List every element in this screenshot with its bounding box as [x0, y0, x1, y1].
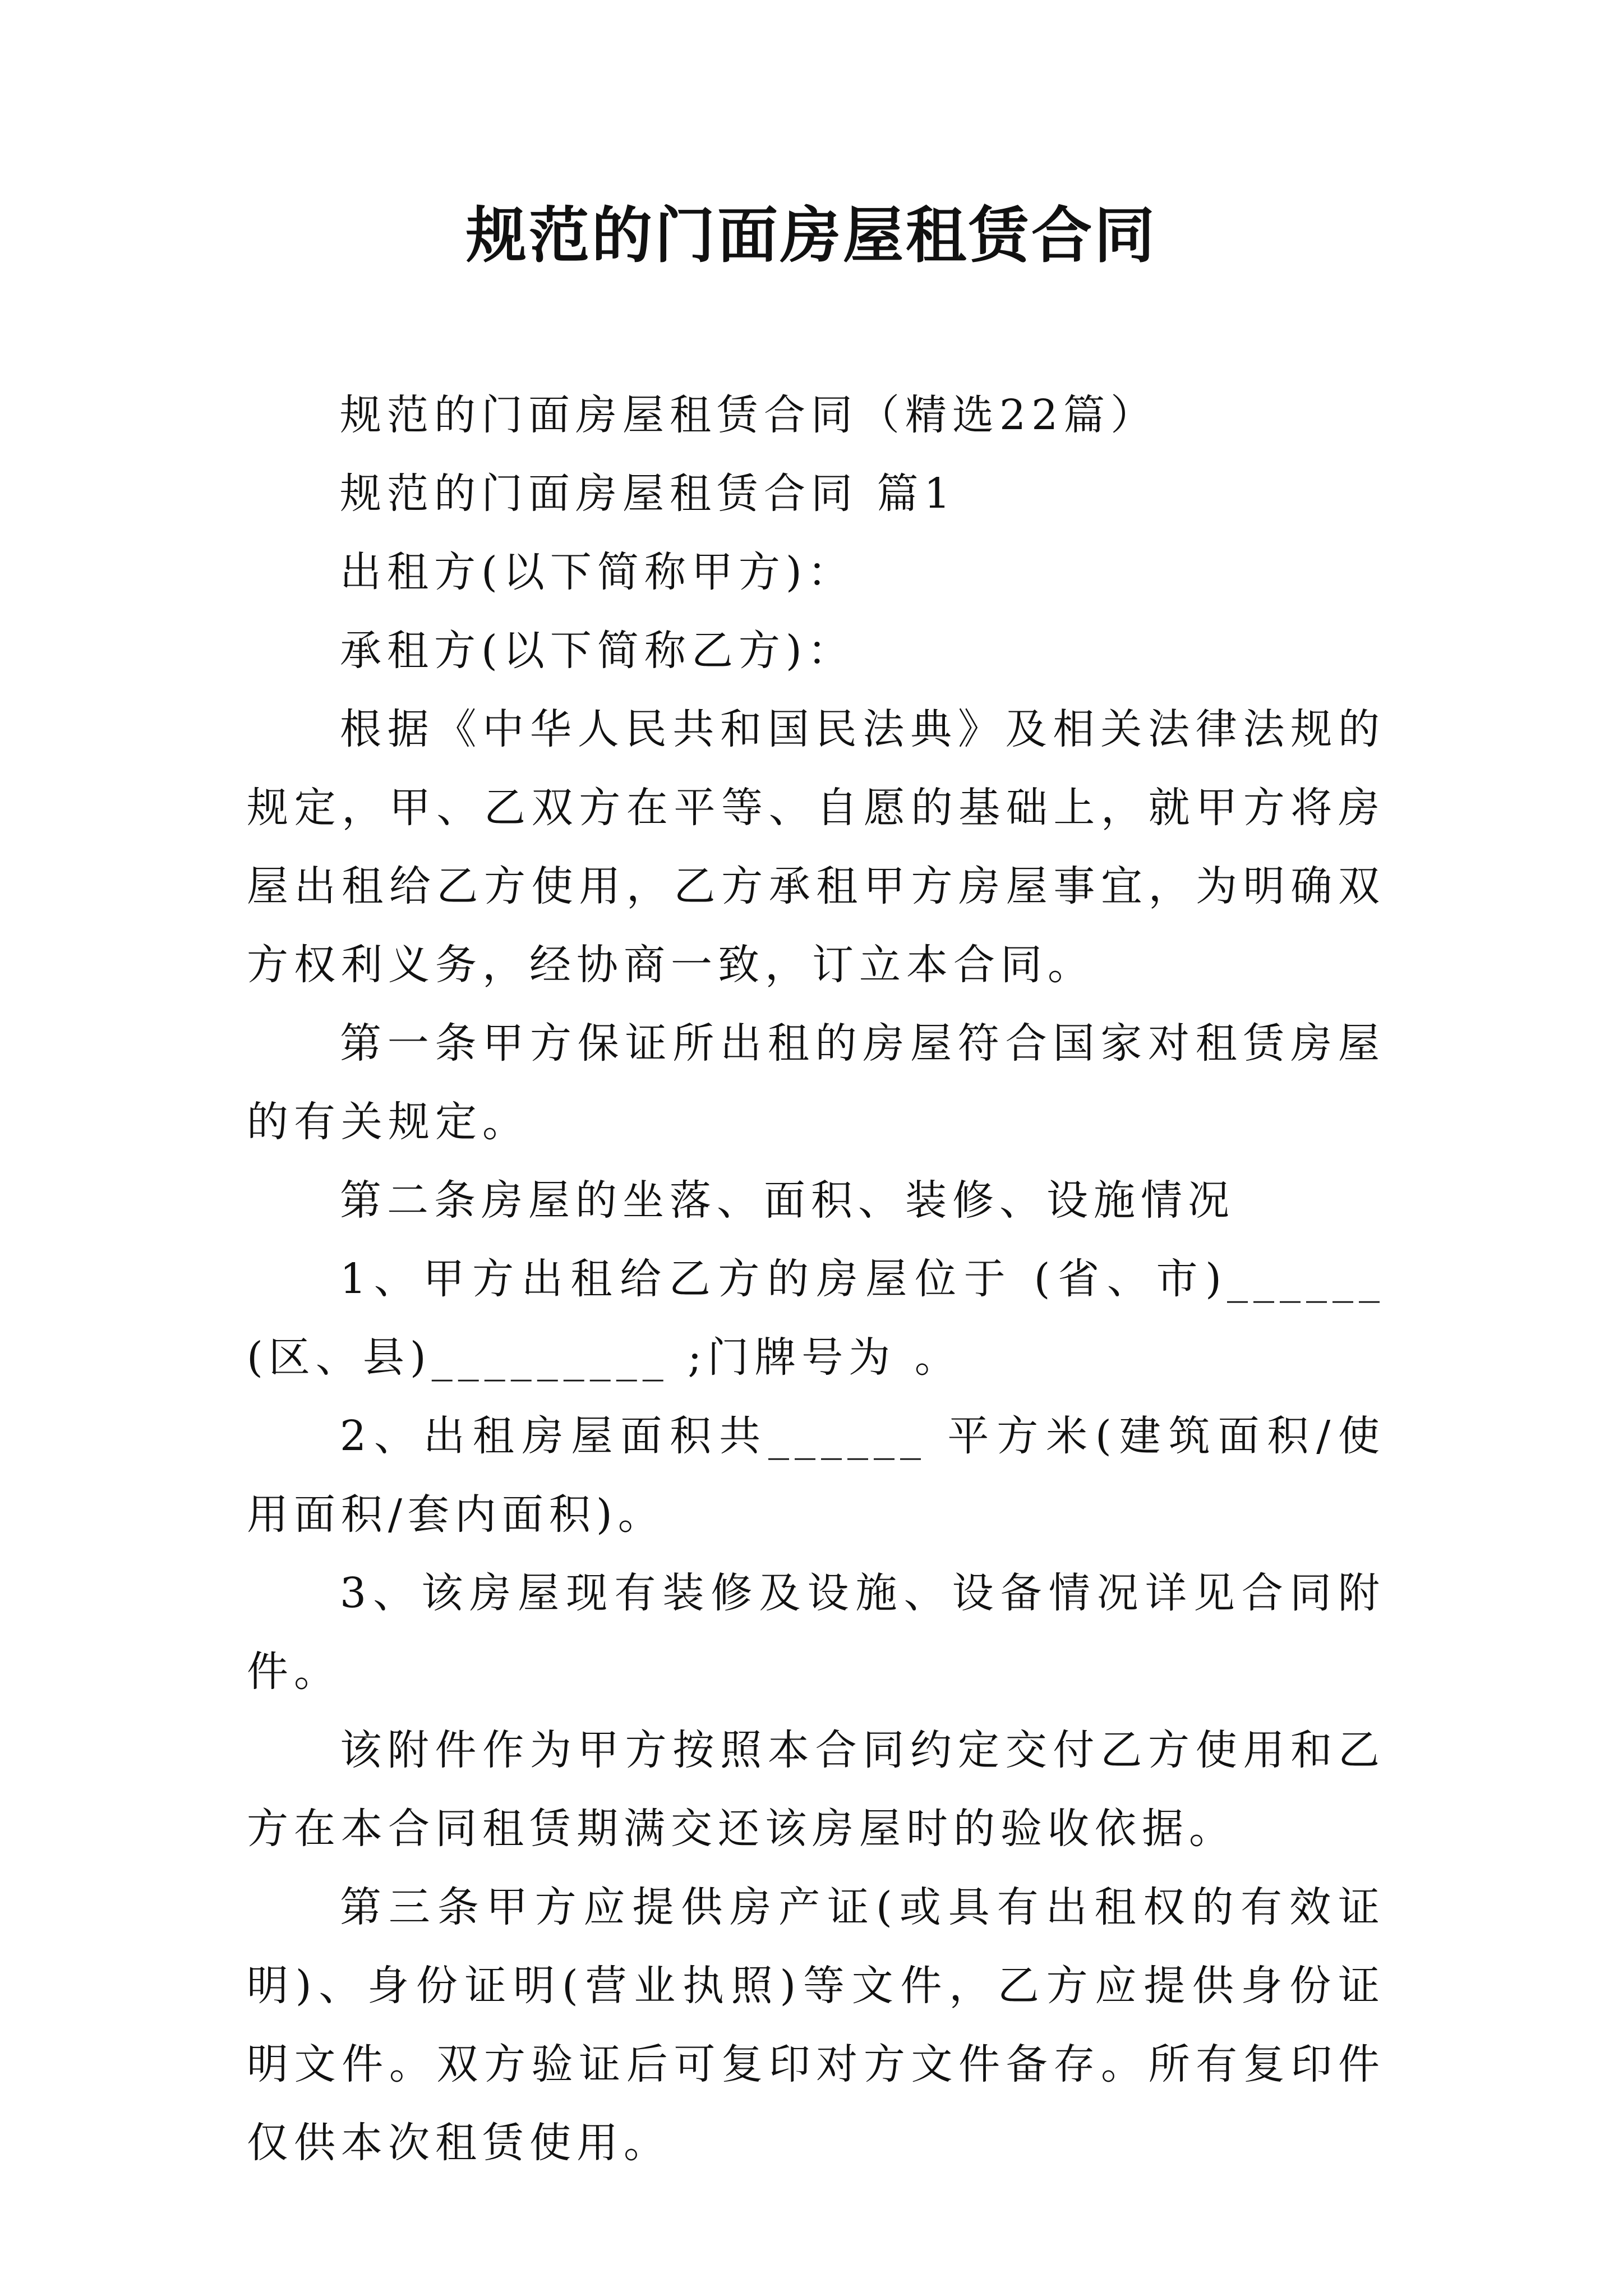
paragraph-preamble: 根据《中华人民共和国民法典》及相关法律法规的规定，甲、乙双方在平等、自愿的基础上，就甲方将房屋出租给乙方使用，乙方承租甲方房屋事宜，为明确双方权利义务，经协商一致，订立本合同。 [247, 705, 1385, 989]
paragraph-lessee: 承租方(以下简称乙方)： [340, 627, 855, 675]
paragraph-article-3: 第三条甲方应提供房产证(或具有出租权的有效证明)、身份证明(营业执照)等文件，乙方应提供身份证明文件。双方验证后可复印对方文件备存。所有复印件仅供本次租赁使用。 [247, 1883, 1385, 2167]
paragraph-item-2: 2、出租房屋面积共______ 平方米(建筑面积/使用面积/套内面积)。 [247, 1412, 1385, 1539]
paragraph-item-1: 1、甲方出租给乙方的房屋位于 (省、市)______(区、县)_________ ;门牌号为 。 [247, 1255, 1385, 1382]
paragraph-section-heading: 规范的门面房屋租赁合同 篇1 [340, 470, 956, 518]
paragraph-attachment-note: 该附件作为甲方按照本合同约定交付乙方使用和乙方在本合同租赁期满交还该房屋时的验收依据。 [247, 1726, 1385, 1853]
document-title: 规范的门面房屋租赁合同 [465, 200, 1157, 271]
document-body [247, 376, 1385, 2182]
paragraph-article-1: 第一条甲方保证所出租的房屋符合国家对租赁房屋的有关规定。 [247, 1019, 1385, 1146]
paragraph-lessor: 出租方(以下简称甲方)： [340, 548, 855, 596]
paragraph-article-2: 第二条房屋的坐落、面积、装修、设施情况 [340, 1176, 1235, 1225]
paragraph-subtitle: 规范的门面房屋租赁合同（精选22篇） [340, 391, 1158, 439]
paragraph-item-3: 3、该房屋现有装修及设施、设备情况详见合同附件。 [247, 1569, 1385, 1696]
